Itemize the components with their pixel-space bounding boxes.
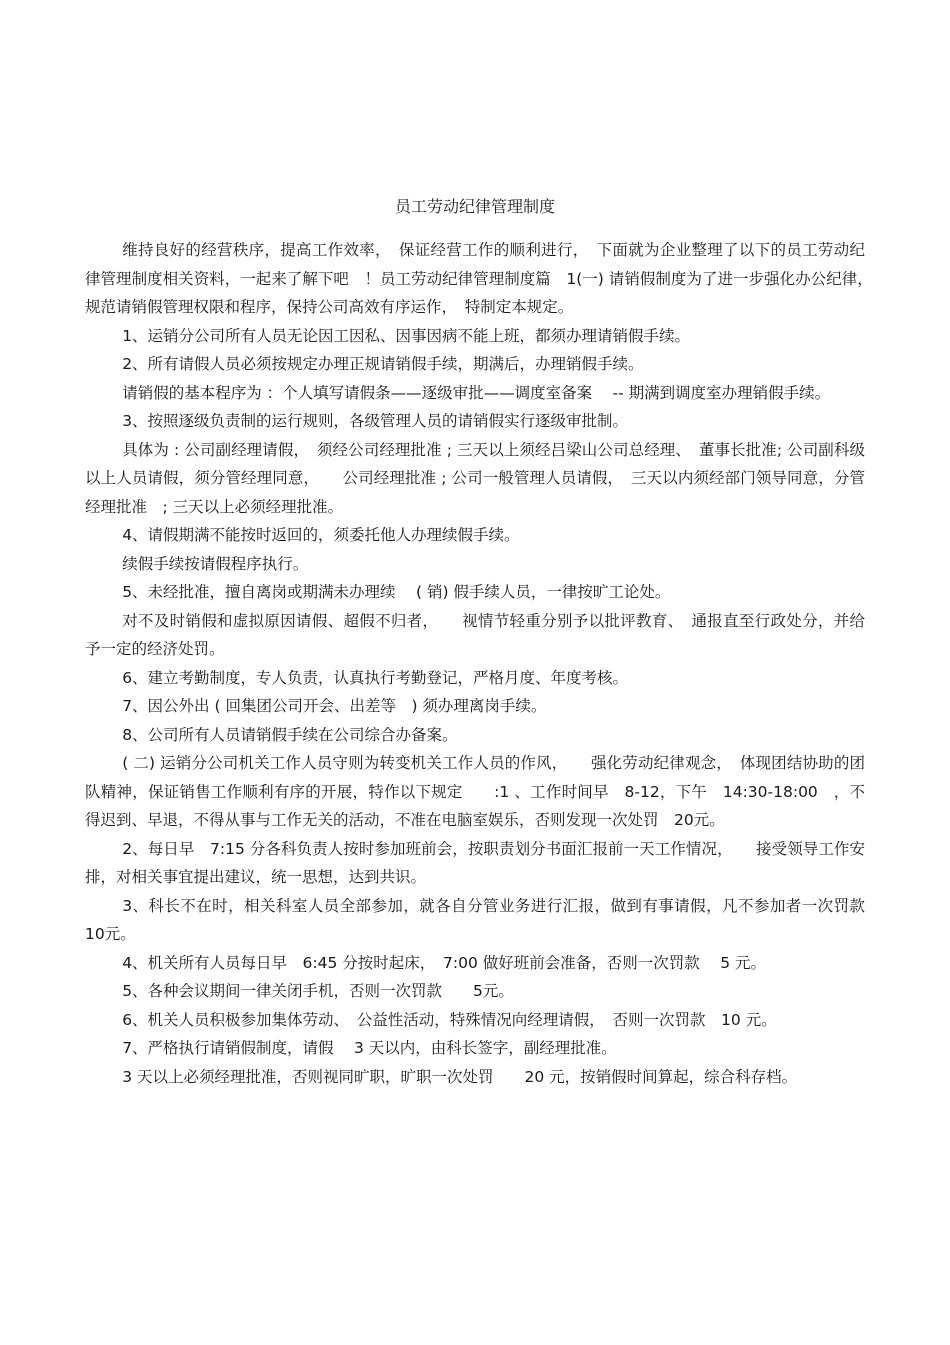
paragraph: 维持良好的经营秩序，提高工作效率， 保证经营工作的顺利进行， 下面就为企业整理了以下的员工劳动纪律管理制度相关资料，一起来了解下吧 ！员工劳动纪律管理制度篇 1(一) 请销假制度为了进一步强化办公纪律， 规范请销假管理权限和程序，保持公司高效有序运作， 特制定本规定。 xyxy=(85,241,881,316)
paragraph: ( 二) 运销分公司机关工作人员守则为转变机关工作人员的作风， 强化劳动纪律观念， 体现团结协助的团队精神，保证销售工作顺利有序的开展，特作以下规定 :1 、工作时间早 8-12，下午 14:30-18:00 ，不得迟到、早退，不得从事与工作无关的活动，不准在电脑室娱乐，否则发现一次处罚 20元。 xyxy=(85,754,865,829)
paragraph: 具体为 : 公司副经理请假， 须经公司经理批准 ; 三天以上须经吕梁山公司总经理、 董事长批准; 公司副科级以上人员请假，须分管经理同意， 公司经理批准 ; 公司一般管理人员请假， 三天以内须经部门领导同意，分管经理批准 ; 三天以上必须经理批准。 xyxy=(85,440,865,516)
paragraph: 对不及时销假和虚拟原因请假、超假不归者， 视情节轻重分别予以批评教育、 通报直至行政处分，并给予一定的经济处罚。 xyxy=(85,611,865,658)
paragraph: 6、机关人员积极参加集体劳动、 公益性活动，特殊情况向经理请假， 否则一次罚款 10 元。 xyxy=(122,1010,777,1029)
paragraph: 续假手续按请假程序执行。 xyxy=(122,554,309,573)
document-title: 员工劳动纪律管理制度 xyxy=(394,197,555,216)
paragraph: 请销假的基本程序为 ：个人填写请假条——逐级审批——调度室备案 -- 期满到调度室办理销假手续。 xyxy=(122,383,831,402)
paragraph: 4、机关所有人员每日早 6:45 分按时起床， 7:00 做好班前会准备，否则一次罚款 5 元。 xyxy=(122,953,766,972)
paragraph: 5、未经批准，擅自离岗或期满未办理续 ( 销) 假手续人员，一律按旷工论处。 xyxy=(122,583,671,601)
paragraph: 5、各种会议期间一律关闭手机，否则一次罚款 5元。 xyxy=(122,982,514,1000)
paragraph: 2、每日早 7:15 分各科负责人按时参加班前会，按职责划分书面汇报前一天工作情况， 接受领导工作安排，对相关事宜提出建议，统一思想，达到共识。 xyxy=(85,839,865,886)
paragraph: 6、建立考勤制度，专人负责，认真执行考勤登记，严格月度、年度考核。 xyxy=(122,668,629,687)
paragraph: 3、按照逐级负责制的运行规则，各级管理人员的请销假实行逐级审批制。 xyxy=(122,412,629,430)
paragraph: 7、严格执行请销假制度，请假 3 天以内，由科长签字，副经理批准。 xyxy=(122,1039,617,1057)
paragraph: 3 天以上必须经理批准，否则视同旷职，旷职一次处罚 20 元，按销假时间算起，综合科存档。 xyxy=(122,1067,798,1086)
document-body xyxy=(85,236,881,1091)
paragraph: 2、所有请假人员必须按规定办理正规请销假手续，期满后，办理销假手续。 xyxy=(122,355,644,373)
paragraph: 3、科长不在时，相关科室人员全部参加，就各自分管业务进行汇报，做到有事请假，凡不参加者一次罚款 10元。 xyxy=(85,896,881,943)
paragraph: 1、运销分公司所有人员无论因工因私、因事因病不能上班，都须办理请销假手续。 xyxy=(122,326,691,345)
paragraph: 4、请假期满不能按时返回的，须委托他人办理续假手续。 xyxy=(122,526,520,544)
paragraph: 8、公司所有人员请销假手续在公司综合办备案。 xyxy=(122,725,458,744)
paragraph: 7、因公外出 ( 回集团公司开会、出差等 ) 须办理离岗手续。 xyxy=(122,697,547,715)
